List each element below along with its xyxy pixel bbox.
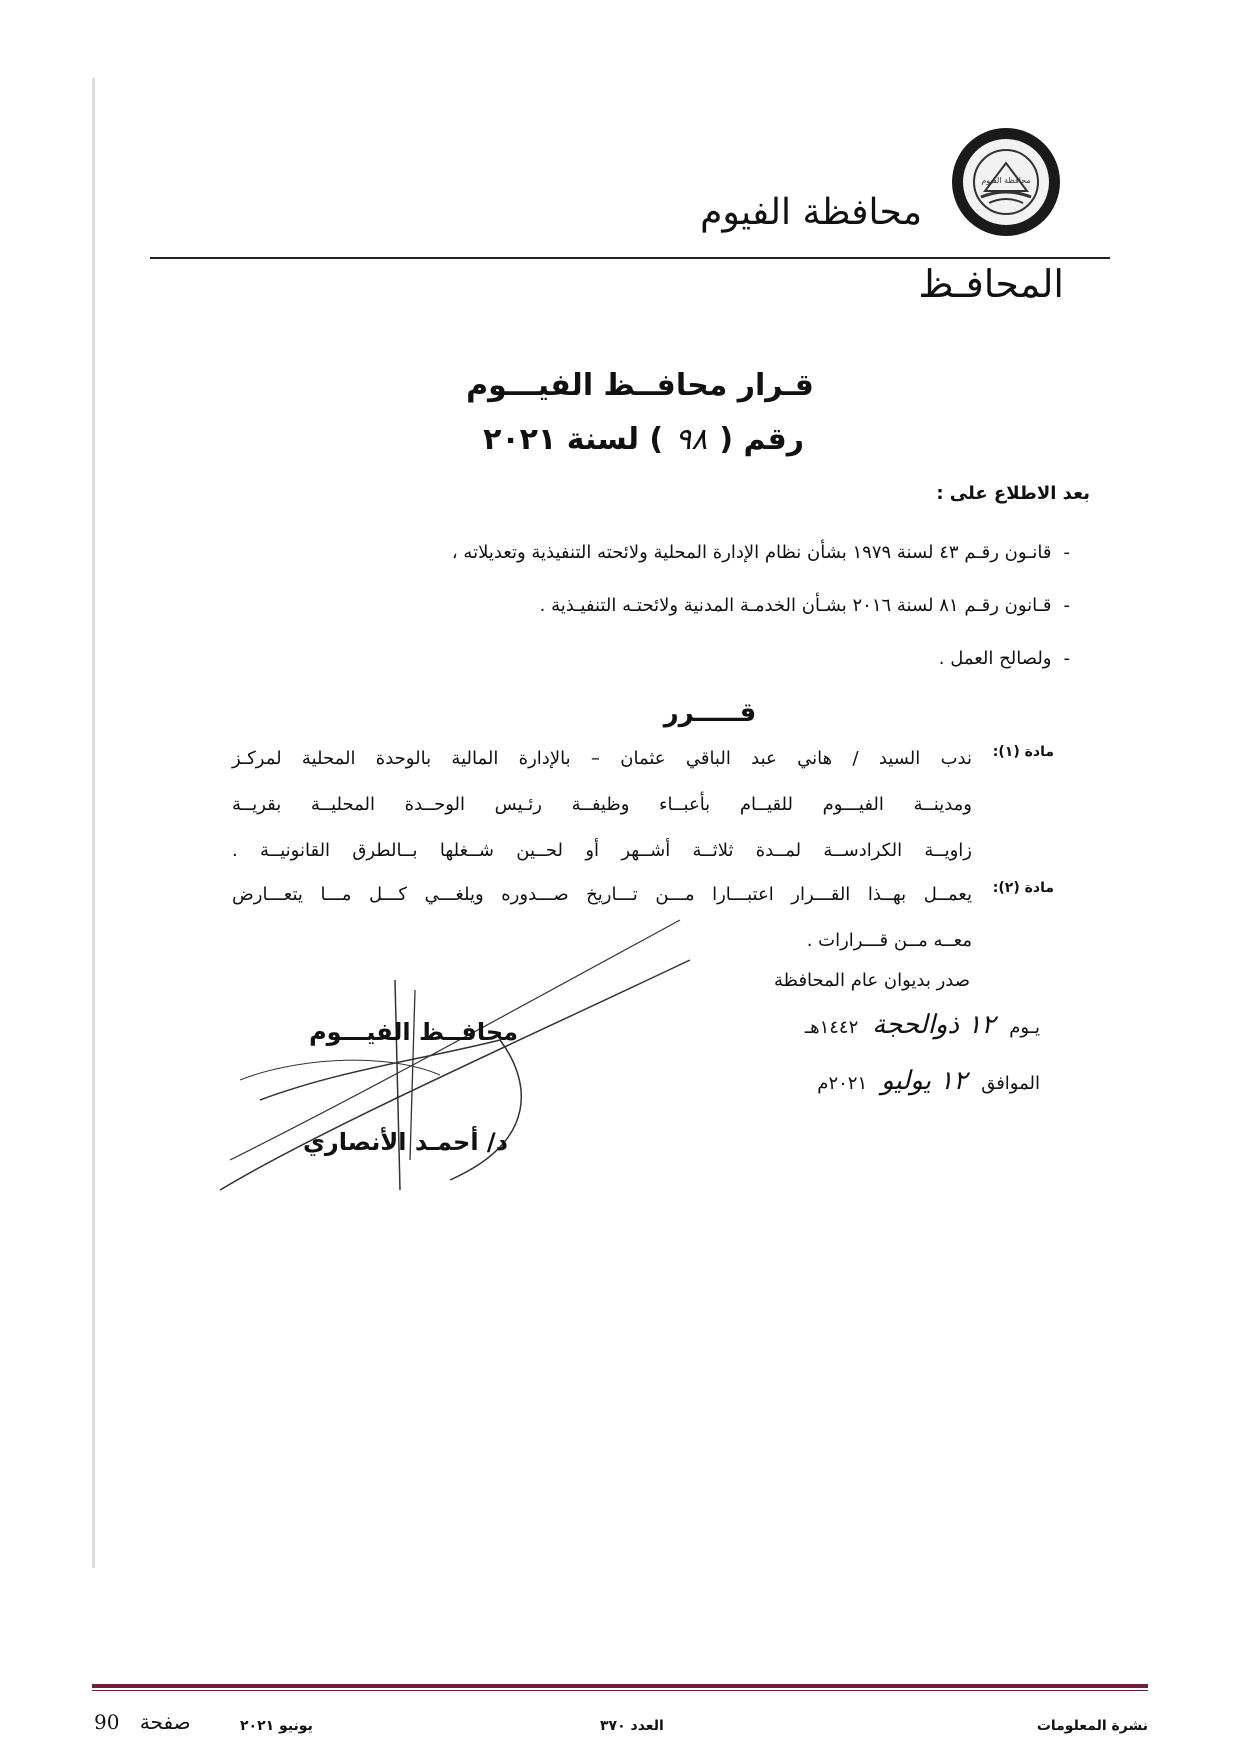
footer-publication: نشرة المعلومات bbox=[1036, 1718, 1148, 1734]
issued-at: صدر بديوان عام المحافظة bbox=[774, 970, 970, 991]
governorate-name: محافظة الفيوم bbox=[700, 192, 922, 233]
footer-page-number: 90 bbox=[94, 1710, 120, 1734]
article-1-body bbox=[232, 736, 972, 874]
footer-page bbox=[94, 1710, 191, 1734]
decree-title: قـرار محافــظ الفيـــوم bbox=[466, 368, 814, 403]
gregorian-date: الموافق ١٢ يوليو ٢٠٢١م bbox=[817, 1066, 1040, 1096]
article-line: ندب السيد / هاني عبد الباقي عثمان – بالإدارة المالية بالوحدة المحلية لمركـز bbox=[232, 748, 972, 769]
preamble-item: -قانـون رقـم ٤٣ لسنة ١٩٧٩ بشأن نظام الإدارة المحلية ولائحته التنفيذية وتعديلاته ، bbox=[451, 542, 1070, 563]
footer-issue: العدد ٣٧٠ bbox=[600, 1718, 664, 1734]
hijri-date-handwritten: ١٢ ذوالحجة bbox=[872, 1010, 996, 1040]
article-1-label: مادة (١): bbox=[992, 744, 1054, 760]
signatory-title: محافــظ الفيـــوم bbox=[309, 1018, 518, 1046]
footer-divider-thin bbox=[92, 1690, 1148, 1691]
decree-number-handwritten: ٩٨ bbox=[675, 422, 708, 457]
decision-heading: قـــــرر bbox=[663, 698, 757, 728]
preamble-item: -قـانون رقـم ٨١ لسنة ٢٠١٦ بشـأن الخدمـة المدنية ولائحتـه التنفيـذية . bbox=[539, 595, 1070, 616]
article-line: زاويــة الكرادســة لمــدة ثلاثــة أشــهر أو لحــين شــغلها بــالطرق القانونيــة . bbox=[232, 840, 972, 861]
gregorian-date-handwritten: ١٢ يوليو bbox=[881, 1066, 968, 1096]
preamble-item: -ولصالح العمل . bbox=[938, 648, 1070, 669]
article-line: معــه مــن قـــرارات . bbox=[806, 930, 972, 951]
footer-month: يونيو ٢٠٢١ bbox=[240, 1718, 313, 1734]
svg-text:محافظة الفيوم: محافظة الفيوم bbox=[981, 176, 1031, 185]
article-2-label: مادة (٢): bbox=[992, 880, 1054, 896]
governorate-seal-icon bbox=[952, 128, 1060, 236]
article-line: ومدينــة الفيـــوم للقيــام بأعبــاء وظيفــة رئـيس الوحــدة المحليــة بقريــة bbox=[232, 794, 972, 815]
decree-number-prefix: رقم ( bbox=[719, 422, 804, 457]
footer-page-label: صفحة bbox=[139, 1710, 191, 1734]
decree-number bbox=[483, 422, 804, 457]
governor-role: المحافـظ bbox=[918, 262, 1064, 306]
article-line: يعمــل بهــذا القـــرار اعتبـــارا مـــن تـــاريخ صـــدوره ويلغـــي كـــل مـــا يتعـــارض bbox=[232, 884, 972, 905]
hijri-date: يـوم ١٢ ذوالحجة ١٤٤٢هـ bbox=[804, 1010, 1040, 1040]
decree-number-suffix: ) لسنة ٢٠٢١ bbox=[483, 422, 664, 457]
footer-divider bbox=[92, 1684, 1148, 1688]
header-divider bbox=[150, 257, 1110, 259]
signatory-name: د/ أحمـد الأنصاري bbox=[302, 1128, 508, 1156]
preamble-lead: بعد الاطلاع على : bbox=[936, 483, 1090, 504]
